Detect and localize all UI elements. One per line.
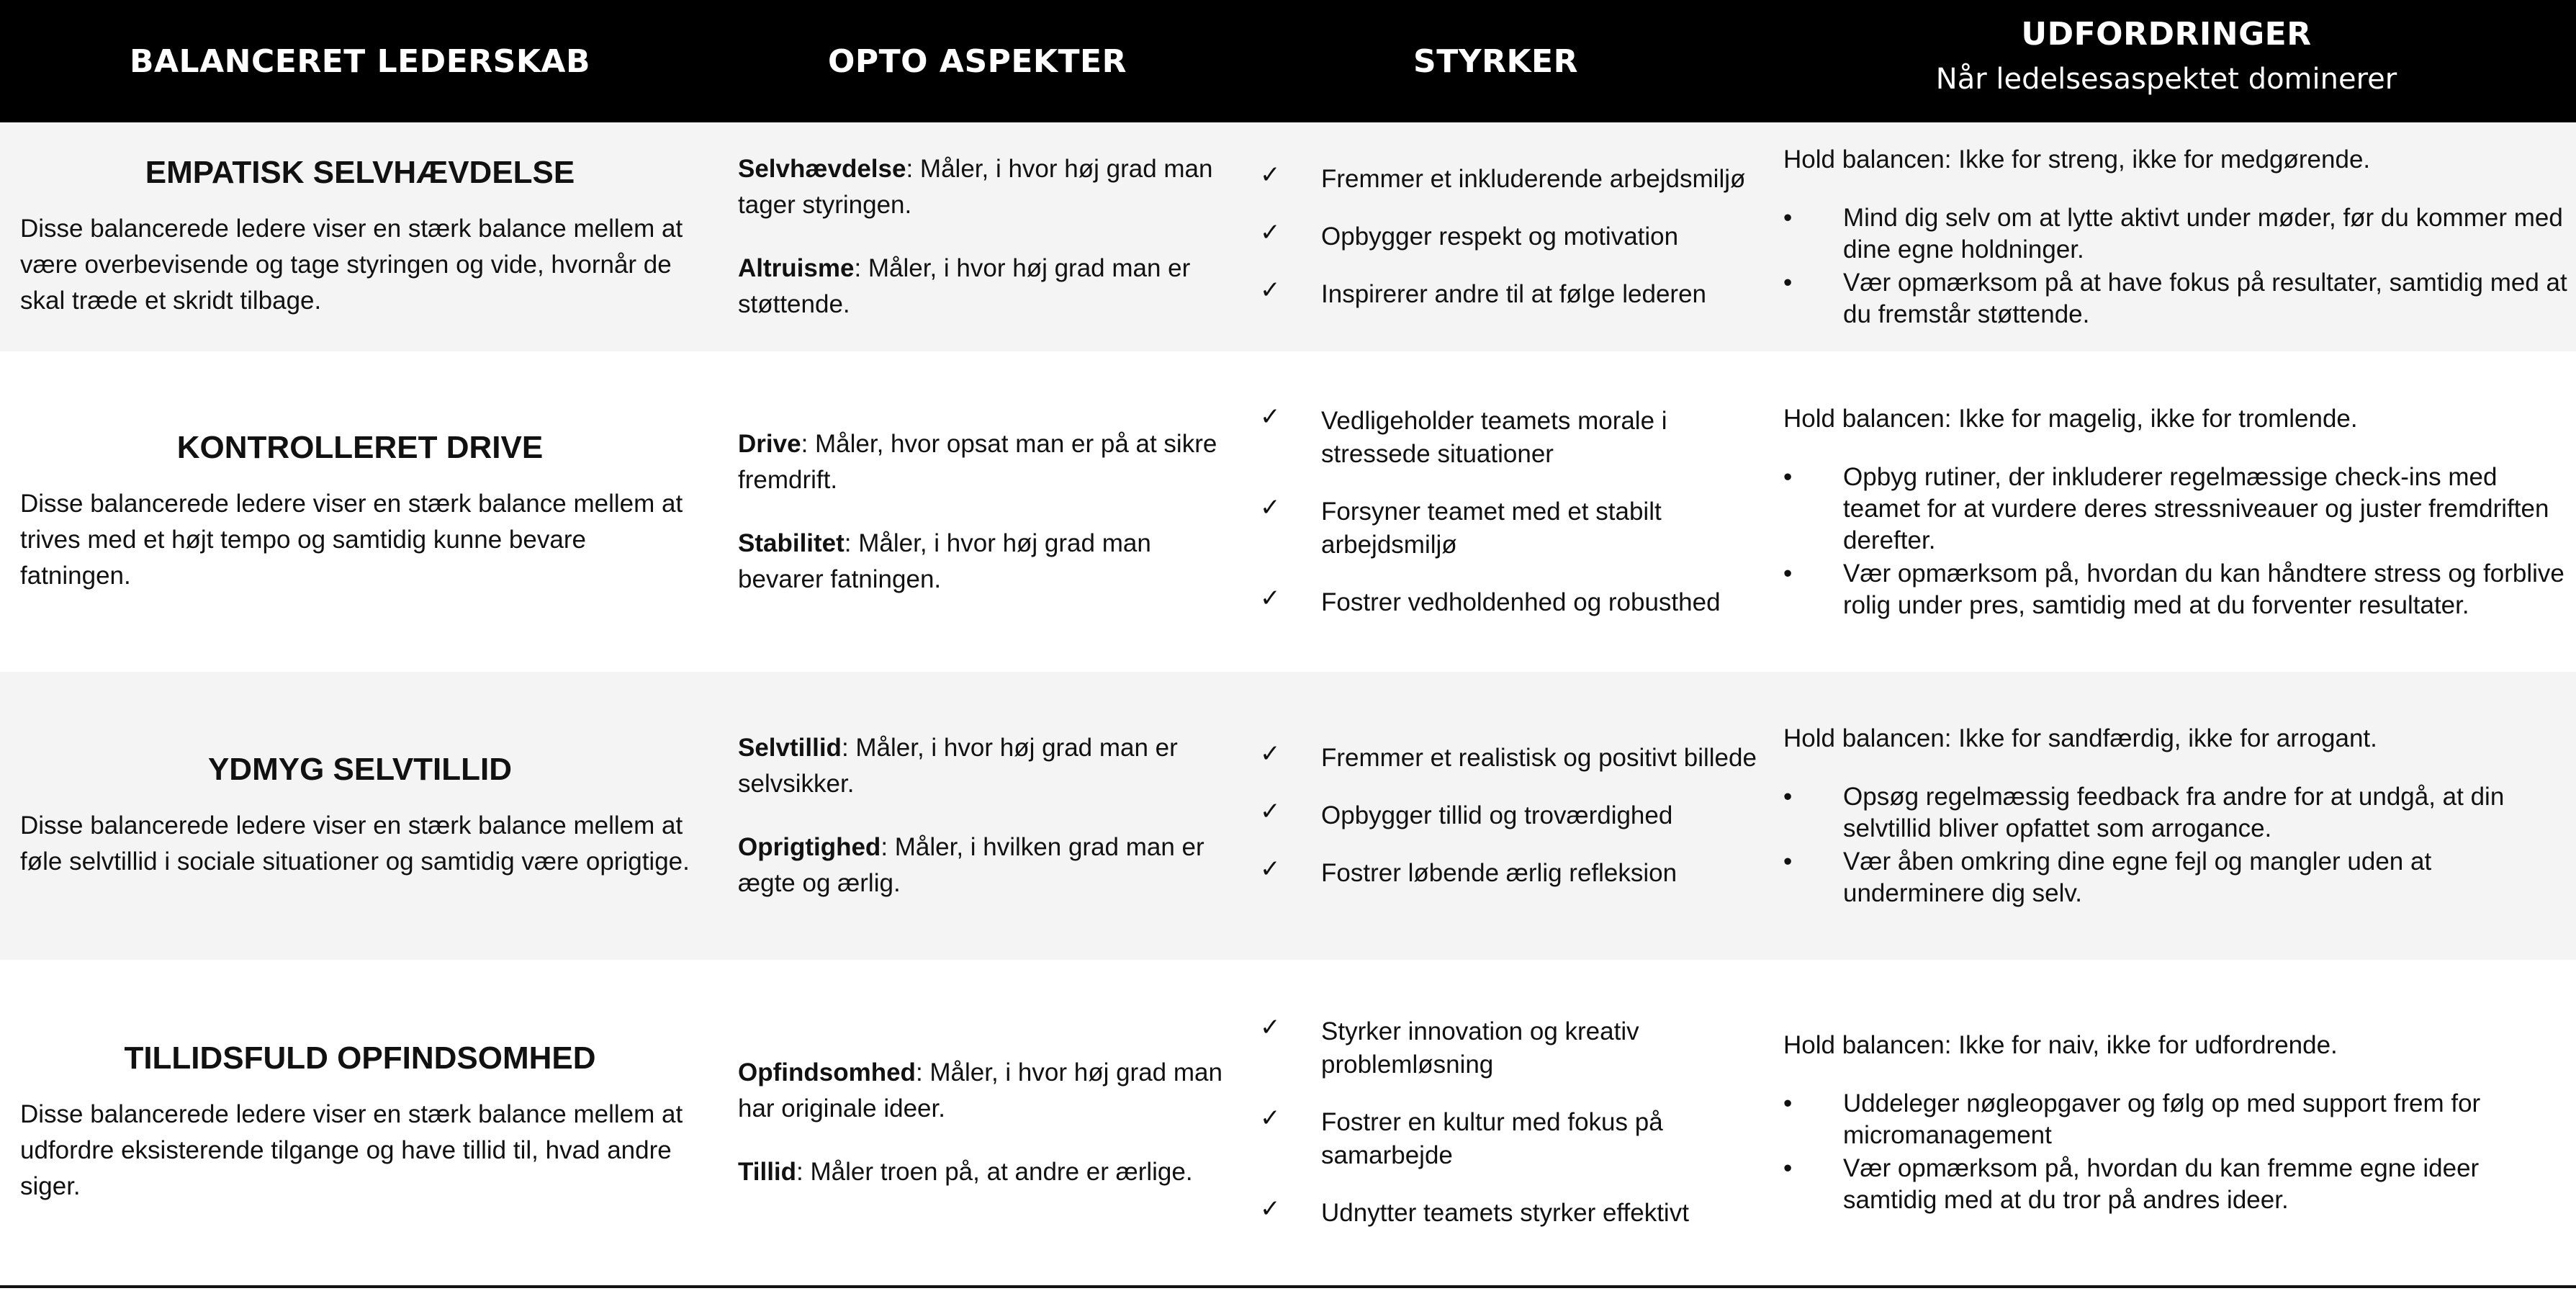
checkmark-icon: ✓ [1260,276,1281,305]
strength-item [1235,1106,1757,1172]
challenge-item [1783,558,2568,621]
leadership-description: Disse balancerede ledere viser en stærk balance mellem at trives med et højt tempo og samtidig kunne bevare fatningen. [20,489,683,590]
challenge-text: Vær åben omkring dine egne fejl og mangler uden at underminere dig selv. [1843,847,2432,907]
leadership-description: Disse balancerede ledere viser en stærk balance mellem at føle selvtillid i sociale situationer og samtidig være oprigtige. [20,811,690,876]
strengths-cell [1235,672,1757,960]
strength-text: Styrker innovation og kreativ problemløsning [1321,1017,1639,1079]
leadership-cell [0,672,720,960]
challenge-item [1783,462,2568,557]
bullet-icon: • [1783,1089,1793,1117]
aspect-item [738,151,1235,223]
hold-balance-text: Hold balancen: Ikke for magelig, ikke for tromlende. [1783,404,2358,433]
aspect-text: : Måler, hvor opsat man er på at sikre fremdrift. [738,429,1217,494]
strength-item [1235,278,1757,311]
challenge-text: Vær opmærksom på, hvordan du kan håndtere stress og forblive rolig under pres, samtidig med at du forventer resultater. [1843,559,2564,619]
challenge-item [1783,202,2568,266]
strength-item [1235,1197,1757,1230]
leadership-description: Disse balancerede ledere viser en stærk balance mellem at udfordre eksisterende tilgange og have tillid til, hvad andre siger. [20,1100,683,1200]
bullet-icon: • [1783,847,1793,876]
checkmark-icon: ✓ [1260,1195,1281,1223]
challenge-text: Opbyg rutiner, der inkluderer regelmæssige check-ins med teamet for at vurdere deres stressniveauer og juster fremdriften derefter. [1843,462,2549,554]
challenge-text: Opsøg regelmæssig feedback fra andre for at undgå, at din selvtillid bliver opfattet som arrogance. [1843,783,2505,842]
table-row [0,672,2576,960]
strength-item [1235,799,1757,832]
aspect-text: : Måler, i hvor høj grad man tager styringen. [738,155,1213,219]
checkmark-icon: ✓ [1260,1013,1281,1042]
challenges-list [1783,781,2568,909]
bullet-icon: • [1783,269,1793,297]
challenge-text: Vær opmærksom på, hvordan du kan fremme egne ideer samtidig med at du tror på andres ideer. [1843,1154,2480,1214]
challenges-cell [1783,960,2568,1285]
strength-item [1235,163,1757,196]
aspect-name: Selvhævdelse [738,155,906,183]
strength-item [1235,857,1757,890]
strength-text: Fostrer løbende ærlig refleksion [1321,859,1677,887]
leadership-cell [0,960,720,1285]
checkmark-icon: ✓ [1260,797,1281,826]
header-opto-aspects: OPTO ASPEKTER [828,42,1127,80]
challenge-item [1783,1088,2568,1151]
header-strengths: STYRKER [1413,42,1578,80]
checkmark-icon: ✓ [1260,739,1281,768]
strength-text: Fremmer et realistisk og positivt billede [1321,744,1757,772]
strength-text: Udnytter teamets styrker effektivt [1321,1199,1689,1227]
bottom-rule [0,1285,2576,1288]
challenges-cell [1783,672,2568,960]
aspect-text: : Måler, i hvor høj grad man har originale ideer. [738,1058,1222,1123]
aspect-name: Stabilitet [738,528,845,557]
strengths-cell [1235,351,1757,672]
strength-text: Opbygger tillid og troværdighed [1321,801,1673,829]
header-challenges-subtitle: Når ledelsesaspektet dominerer [1935,62,2397,96]
challenge-item [1783,781,2568,845]
aspect-name: Altruisme [738,254,855,282]
strength-item [1235,1015,1757,1081]
aspect-item [738,730,1235,802]
strength-item [1235,739,1757,775]
table-row [0,122,2576,351]
challenge-text: Uddeleger nøgleopgaver og følg op med support frem for micromanagement [1843,1089,2481,1149]
aspect-text: : Måler, i hvor høj grad man er selvsikker. [738,734,1178,798]
challenges-list [1783,202,2568,330]
aspect-name: Drive [738,429,801,458]
table-row [0,351,2576,672]
aspect-text: : Måler, i hvor høj grad man er støttende. [738,254,1191,318]
hold-balance-text: Hold balancen: Ikke for sandfærdig, ikke for arrogant. [1783,724,2377,752]
strength-text: Forsyner teamet med et stabilt arbejdsmiljø [1321,497,1662,559]
leadership-cell [0,122,720,351]
aspect-item [738,426,1235,498]
bullet-icon: • [1783,1154,1793,1182]
challenges-cell [1783,122,2568,351]
leadership-description: Disse balancerede ledere viser en stærk balance mellem at være overbevisende og tage styringen og vide, hvornår de skal træde et skridt tilbage. [20,215,683,315]
challenges-list [1783,462,2568,621]
strength-text: Opbygger respekt og motivation [1321,222,1679,251]
aspects-cell [738,960,1235,1285]
aspect-text: : Måler, i hvilken grad man er ægte og ærlig. [738,833,1204,897]
aspect-item [738,829,1235,901]
strengths-cell [1235,122,1757,351]
aspect-name: Oprigtighed [738,833,881,861]
hold-balance-text: Hold balancen: Ikke for naiv, ikke for udfordrende. [1783,1031,2338,1059]
strength-text: Vedligeholder teamets morale i stressede situationer [1321,406,1667,468]
checkmark-icon: ✓ [1260,1104,1281,1133]
leadership-title: YDMYG SELVTILLID [207,752,513,787]
strength-text: Fostrer en kultur med fokus på samarbejde [1321,1108,1663,1169]
challenge-text: Vær opmærksom på at have fokus på resultater, samtidig med at du fremstår støttende. [1843,269,2567,328]
challenge-item [1783,1153,2568,1216]
aspect-name: Tillid [738,1158,797,1186]
bullet-icon: • [1783,783,1793,811]
aspect-name: Opfindsomhed [738,1058,916,1087]
checkmark-icon: ✓ [1260,218,1281,247]
challenges-list [1783,1088,2568,1216]
strength-item [1235,220,1757,253]
challenge-text: Mind dig selv om at lytte aktivt under møder, før du kommer med dine egne holdninger. [1843,204,2563,264]
bullet-icon: • [1783,204,1793,232]
challenges-cell [1783,351,2568,672]
aspect-text: : Måler, i hvor høj grad man bevarer fatningen. [738,528,1151,593]
hold-balance-text: Hold balancen: Ikke for streng, ikke for medgørende. [1783,145,2371,174]
aspect-item [738,1154,1235,1190]
checkmark-icon: ✓ [1260,855,1281,883]
bullet-icon: • [1783,462,1793,491]
aspect-name: Selvtillid [738,734,842,762]
aspects-cell [738,672,1235,960]
header-balanced-leadership: BALANCERET LEDERSKAB [129,42,591,80]
strength-text: Inspirerer andre til at følge lederen [1321,280,1706,308]
aspect-item [738,1055,1235,1127]
strength-item [1235,492,1757,562]
strength-item [1235,583,1757,619]
checkmark-icon: ✓ [1260,583,1281,613]
leadership-title: EMPATISK SELVHÆVDELSE [145,155,575,190]
aspect-item [738,251,1235,323]
aspect-item [738,526,1235,598]
checkmark-icon: ✓ [1260,492,1281,522]
aspect-text: : Måler troen på, at andre er ærlige. [796,1158,1193,1186]
bullet-icon: • [1783,559,1793,588]
challenge-item [1783,846,2568,909]
leadership-cell [0,351,720,672]
checkmark-icon: ✓ [1260,161,1281,189]
leadership-title: KONTROLLERET DRIVE [176,429,544,465]
strength-text: Fremmer et inkluderende arbejdsmiljø [1321,165,1746,193]
aspects-cell [738,351,1235,672]
strength-item [1235,402,1757,471]
header-challenges: UDFORDRINGER Når ledelsesaspektet dominerer [1935,15,2397,96]
leadership-title: TILLIDSFULD OPFINDSOMHED [124,1040,596,1076]
strength-text: Fostrer vedholdenhed og robusthed [1321,588,1721,616]
table-row [0,960,2576,1285]
table-header [0,0,2576,122]
strengths-cell [1235,960,1757,1285]
checkmark-icon: ✓ [1260,402,1281,431]
aspects-cell [738,122,1235,351]
challenge-item [1783,267,2568,330]
